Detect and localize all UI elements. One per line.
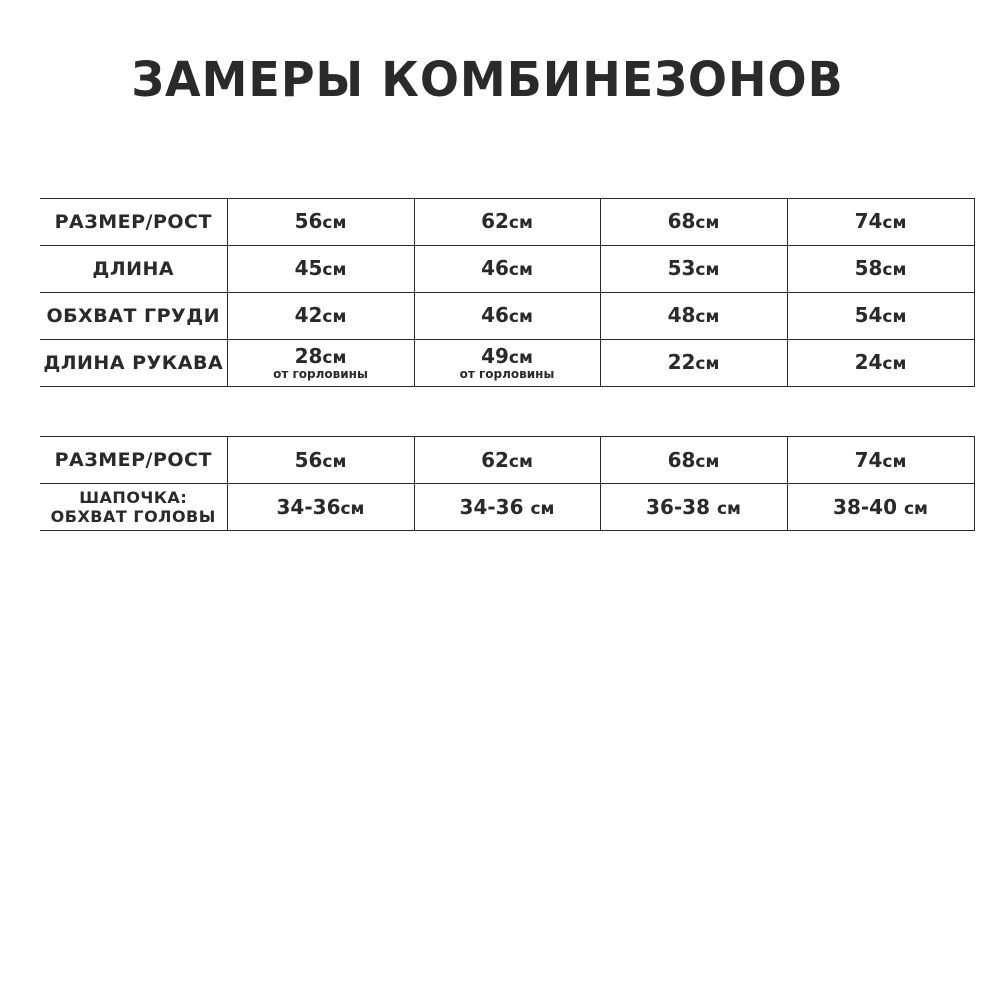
- cell-content: [228, 258, 414, 280]
- cell-value: 68: [667, 448, 696, 472]
- cell-value-line: [295, 258, 347, 280]
- cell-value: 38-40: [833, 495, 904, 519]
- cell-value: 56: [294, 209, 323, 234]
- cell-value-line: [788, 495, 974, 519]
- cell-value: 28: [294, 343, 323, 368]
- row-label-line1: ШАПОЧКА:: [79, 487, 188, 507]
- cell-value: 48: [667, 303, 696, 328]
- cell-content: [228, 305, 414, 327]
- cell-content: [415, 258, 600, 280]
- cell-content: [601, 211, 787, 233]
- row-label-line2: ОБХВАТ ГОЛОВЫ: [50, 507, 216, 526]
- cell-unit: см: [508, 307, 533, 328]
- cell-value: 34-36: [459, 495, 531, 519]
- cell-value: 74: [854, 209, 883, 234]
- cell-value-line: [481, 305, 533, 327]
- cell-unit: см: [508, 347, 533, 368]
- hat-measurements-table: [40, 436, 975, 531]
- table-cell: [787, 293, 974, 340]
- table-cell: [787, 437, 974, 484]
- table-row: [40, 484, 974, 531]
- table-cell: [227, 293, 414, 340]
- cell-unit: см: [882, 213, 907, 234]
- table-cell: [227, 340, 414, 387]
- cell-unit: см: [716, 499, 741, 519]
- row-label: [40, 484, 227, 531]
- cell-content: [415, 211, 600, 233]
- cell-value: 62: [481, 448, 509, 472]
- cell-unit: см: [695, 452, 720, 472]
- cell-unit: см: [322, 260, 347, 281]
- cell-value-line: [788, 448, 974, 472]
- cell-value-line: [668, 258, 720, 280]
- cell-content: [415, 343, 600, 381]
- table-cell: [414, 437, 600, 484]
- cell-unit: см: [882, 260, 907, 281]
- table-cell: [787, 340, 974, 387]
- table-cell: [787, 484, 974, 531]
- cell-value: 36-38: [646, 495, 717, 519]
- cell-value-line: [481, 343, 533, 368]
- cell-value: 22: [667, 350, 696, 375]
- cell-value-line: [295, 305, 347, 327]
- table-cell: [414, 340, 600, 387]
- table-row: [40, 199, 974, 246]
- table-row: [40, 437, 974, 484]
- cell-unit: см: [903, 499, 928, 519]
- cell-value-line: [855, 352, 907, 374]
- row-label: ОБХВАТ ГРУДИ: [40, 293, 227, 340]
- table-cell: [414, 246, 600, 293]
- cell-unit: см: [508, 452, 533, 472]
- page-title: ЗАМЕРЫ КОМБИНЕЗОНОВ: [131, 50, 844, 108]
- table-row: [40, 293, 974, 340]
- cell-value-line: [415, 448, 600, 472]
- cell-value-line: [668, 352, 720, 374]
- row-label: ДЛИНА РУКАВА: [40, 340, 227, 387]
- table-cell: [600, 293, 787, 340]
- cell-unit: см: [882, 354, 907, 375]
- cell-value: 49: [481, 343, 509, 368]
- cell-unit: см: [508, 213, 533, 234]
- cell-value: 58: [854, 256, 883, 281]
- cell-value: 46: [481, 256, 509, 281]
- table-cell: [600, 246, 787, 293]
- cell-value-line: [855, 211, 907, 233]
- table-cell: [787, 199, 974, 246]
- cell-value-line: [668, 305, 720, 327]
- cell-value-line: [481, 258, 533, 280]
- row-label: ДЛИНА: [40, 246, 227, 293]
- cell-unit: см: [530, 499, 555, 519]
- cell-value: 62: [481, 209, 509, 234]
- cell-content: [788, 305, 974, 327]
- cell-unit: см: [695, 307, 720, 328]
- cell-unit: см: [322, 307, 347, 328]
- table-cell: [227, 437, 414, 484]
- cell-unit: см: [695, 354, 720, 375]
- cell-value: 74: [854, 448, 883, 472]
- cell-content: [601, 352, 787, 374]
- cell-content: [601, 305, 787, 327]
- cell-content: [415, 305, 600, 327]
- cell-value: 68: [667, 209, 696, 234]
- cell-value-line: [228, 448, 414, 472]
- table-cell: [227, 199, 414, 246]
- cell-value-line: [668, 211, 720, 233]
- table-cell: [414, 293, 600, 340]
- cell-value: 54: [854, 303, 883, 328]
- cell-value-line: [415, 495, 600, 519]
- row-label: РАЗМЕР/РОСТ: [40, 199, 227, 246]
- cell-value: 46: [481, 303, 509, 328]
- cell-unit: см: [508, 260, 533, 281]
- cell-value: 56: [294, 448, 323, 472]
- table-cell: [600, 340, 787, 387]
- cell-unit: см: [322, 347, 347, 368]
- cell-value-line: [601, 495, 787, 519]
- cell-value-line: [601, 448, 787, 472]
- cell-value-line: [481, 211, 533, 233]
- cell-content: [788, 258, 974, 280]
- cell-value-line: [855, 258, 907, 280]
- table-row: [40, 340, 974, 387]
- cell-note: от горловины: [459, 366, 555, 381]
- jumpsuit-measurements-table: [40, 198, 975, 387]
- table-row: [40, 246, 974, 293]
- cell-content: [228, 343, 414, 381]
- cell-value: 34-36: [276, 495, 341, 519]
- cell-value: 42: [294, 303, 323, 328]
- cell-unit: см: [340, 499, 365, 519]
- cell-unit: см: [882, 307, 907, 328]
- cell-value-line: [294, 343, 347, 368]
- cell-unit: см: [695, 260, 720, 281]
- table-cell: [414, 199, 600, 246]
- cell-unit: см: [695, 213, 720, 234]
- cell-value: 24: [854, 350, 883, 375]
- table-cell: [600, 484, 787, 531]
- cell-content: [601, 258, 787, 280]
- cell-value-line: [295, 211, 347, 233]
- table-cell: [227, 484, 414, 531]
- cell-value-line: [228, 495, 414, 519]
- cell-unit: см: [322, 213, 347, 234]
- table-cell: [787, 246, 974, 293]
- table-cell: [227, 246, 414, 293]
- cell-value: 53: [667, 256, 696, 281]
- cell-note: от горловины: [273, 366, 368, 381]
- cell-content: [788, 211, 974, 233]
- table-cell: [600, 437, 787, 484]
- table-cell: [414, 484, 600, 531]
- table-cell: [600, 199, 787, 246]
- row-label-stack: [40, 488, 227, 526]
- cell-unit: см: [322, 452, 347, 472]
- row-label: РАЗМЕР/РОСТ: [40, 437, 227, 484]
- cell-content: [228, 211, 414, 233]
- cell-unit: см: [882, 452, 907, 472]
- cell-content: [788, 352, 974, 374]
- cell-value: 45: [294, 256, 323, 281]
- cell-value-line: [855, 305, 907, 327]
